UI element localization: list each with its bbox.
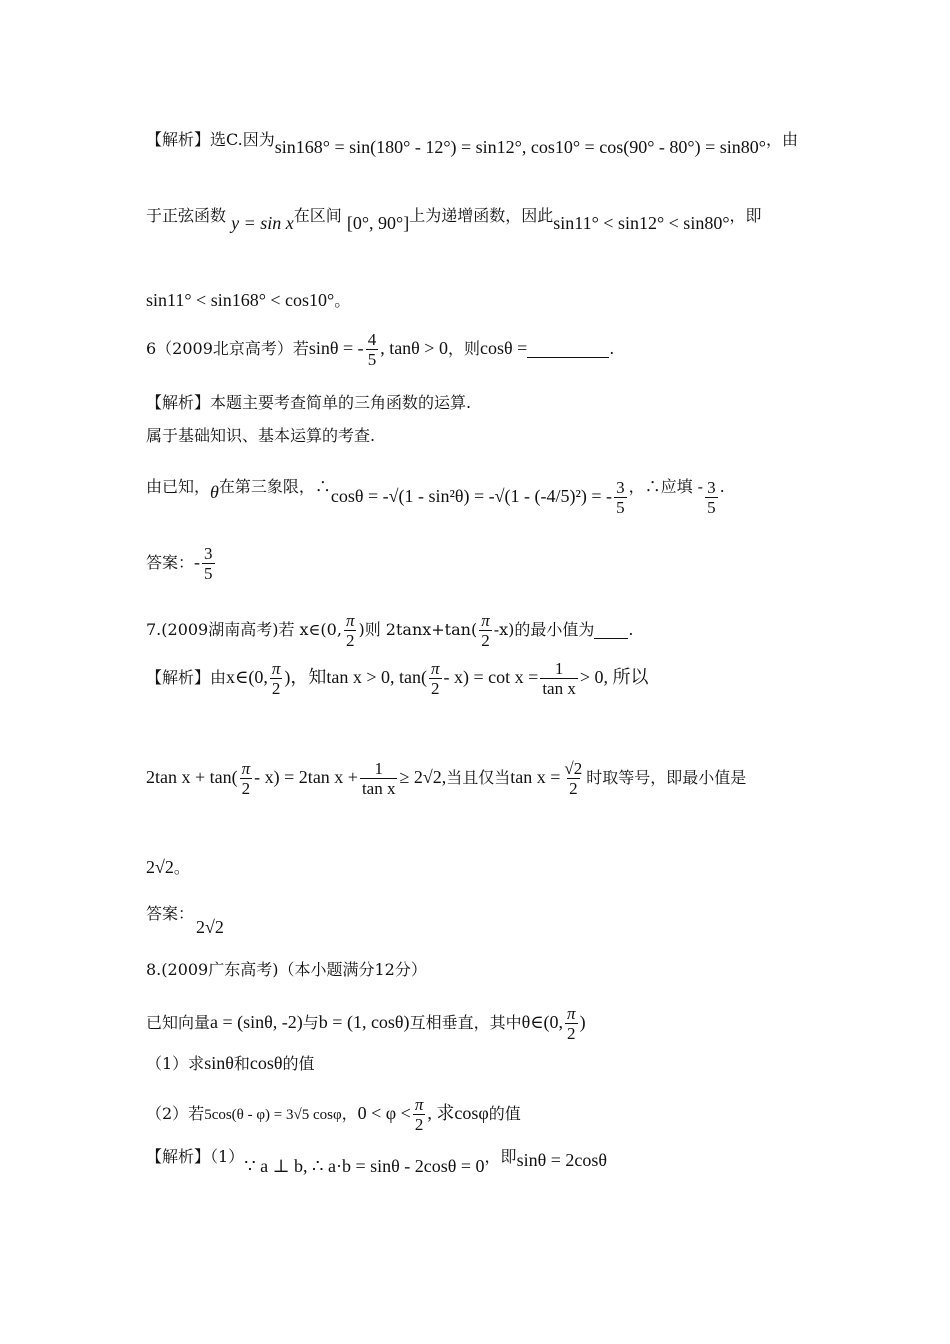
q8-range-frac — [565, 1005, 578, 1042]
s5-line3 — [146, 291, 350, 309]
q6-ans-num: 3 — [616, 478, 625, 497]
q6-derive-post: ，∴应填 - — [628, 477, 704, 496]
q6-answer-label: 答案： — [146, 553, 195, 572]
q7-mid-two: 2 — [481, 631, 490, 650]
q8-p1-and: 和 — [233, 1054, 250, 1073]
q8-p2-two: 2 — [414, 1115, 424, 1134]
q7-sol — [146, 660, 649, 697]
q7-mid2: -x)的最小值为 — [493, 620, 595, 639]
q6-answer-sign: - — [194, 552, 201, 572]
q6-cond-den: 5 — [367, 350, 377, 369]
q6-answer — [146, 545, 217, 582]
s5-line1-post: ，由 — [765, 130, 798, 149]
q6-derive-mid: 在第三象限，∴ — [218, 477, 331, 496]
q8-range-end: ) — [579, 1012, 586, 1032]
q6-sol-line2: 属于基础知识、基本运算的考查. — [146, 426, 376, 445]
q7-line2-e: tan x = — [510, 767, 561, 787]
q7-line2-frac2 — [360, 760, 398, 797]
q8-sol-pre: 【解析】（1） — [146, 1147, 245, 1166]
q8-p2 — [146, 1096, 521, 1133]
q8-given-pre: 已知向量 — [146, 1013, 211, 1032]
q8-p1 — [146, 1054, 314, 1072]
s5-line1 — [146, 130, 798, 157]
q7-mid-frac — [479, 612, 492, 649]
q8-p2-cosphi: cosφ — [454, 1103, 489, 1123]
q6-theta: θ — [210, 482, 219, 502]
q8-sol-result: sinθ = 2cosθ — [516, 1150, 607, 1170]
q8-vec-a: a = (sinθ, -2) — [210, 1012, 303, 1032]
s5-line2 — [146, 206, 762, 233]
q7-sol-b: )，知 — [284, 667, 327, 687]
q7-sol-e: > 0, 所以 — [579, 667, 649, 687]
q7-sol-frac1 — [270, 660, 283, 697]
q7-mid: )则 2tanx+tan( — [358, 620, 478, 639]
q6-cond-a: sinθ = - — [308, 338, 364, 358]
q7-head: 7.(2009湖南高考)若 x∈(0, — [146, 620, 342, 639]
q7-answer-val: 2√2 — [196, 917, 224, 937]
q8-p1-end: 的值 — [282, 1054, 315, 1073]
q7-head-frac — [344, 612, 357, 649]
s5-line2-mid2: 上为递增函数，因此 — [409, 206, 554, 225]
q7-sol-a: x∈(0, — [226, 667, 268, 687]
q8-sol-mid: ，即 — [484, 1147, 517, 1166]
q7-line2-one: 1 — [374, 759, 383, 778]
q6-fill-frac — [705, 479, 718, 516]
q8-p2-cond: 0 < φ < — [357, 1103, 411, 1123]
q6-ans-frac — [614, 479, 627, 516]
q6-fill-num: 3 — [707, 478, 716, 497]
q7-line2-a: 2tan x + tan( — [146, 767, 238, 787]
q7-line2-c: ≥ 2√2, — [399, 767, 447, 787]
q8-p1-label: （1）求 — [146, 1054, 205, 1073]
q7-line2-two: 2 — [241, 779, 251, 798]
q7-answer-blank — [594, 622, 628, 639]
q7-answer — [146, 906, 194, 922]
q6-answer-den: 5 — [204, 564, 213, 583]
q8-p2-ask: , 求 — [427, 1103, 455, 1123]
q7-sol-pi2: π — [431, 659, 440, 678]
q6-cond-b: , tanθ > 0 — [380, 338, 448, 358]
q7-sol-two1: 2 — [271, 679, 281, 698]
q7-head-two: 2 — [345, 631, 355, 650]
q7-sol-frac2 — [429, 660, 442, 697]
q7-line2-tan: tan x — [361, 779, 396, 798]
q6-ask: cosθ = — [479, 338, 528, 358]
q8-theta-range: θ∈(0, — [521, 1012, 564, 1032]
q7-line3 — [146, 858, 190, 876]
s5-line1-math: sin168° = sin(180° - 12°) = sin12°, cos10° = cos(90° - 80°) = sin80° — [274, 137, 766, 157]
q7-line2-sqrt2: √2 — [564, 759, 583, 778]
q8-head: 8.(2009广东高考)（本小题满分12分） — [146, 960, 427, 979]
s5-line2-post: ，即 — [729, 206, 762, 225]
q7-line2-pi: π — [241, 759, 251, 778]
q7-sol-pi1: π — [271, 659, 281, 678]
q6-answer-num: 3 — [204, 544, 213, 563]
q8-range-pi: π — [567, 1004, 576, 1023]
q8-range-two: 2 — [567, 1024, 576, 1043]
s5-line2-interval: [0°, 90°] — [346, 213, 410, 233]
q8-p2-pi: π — [414, 1095, 424, 1114]
q8-p2-frac — [413, 1096, 426, 1133]
q6-derive-expr: cosθ = -√(1 - sin²θ) = -√(1 - (-4/5)²) = - — [330, 486, 613, 506]
s5-line2-mid: 在区间 — [293, 206, 342, 225]
q8-p1-cos: cosθ — [249, 1053, 283, 1073]
q7-mid-pi: π — [481, 611, 490, 630]
q7-sol-one: 1 — [554, 659, 564, 678]
q7-sol-c: tan x > 0, tan( — [326, 667, 428, 687]
q6-end: . — [609, 339, 615, 358]
q6-sol-label: 【解析】本题主要考查简单的三角函数的运算. — [146, 393, 472, 412]
q6-head: 6（2009北京高考）若 — [146, 339, 309, 358]
q8-p2-label: （2）若 — [146, 1104, 205, 1123]
q8-given — [146, 1005, 586, 1042]
s5-line2-pre: 于正弦函数 — [146, 206, 227, 225]
q6-cond-frac — [366, 331, 379, 368]
q6-answer-blank — [527, 341, 609, 358]
q7-line2-frac1 — [240, 760, 253, 797]
q8-p2-mid: ， — [341, 1104, 358, 1123]
q7-line2 — [146, 760, 746, 797]
q8-p2-end: 的值 — [488, 1104, 521, 1123]
q7-sol-two2: 2 — [431, 679, 440, 698]
q8-sol — [146, 1147, 607, 1176]
q7-line3-val: 2√2 — [146, 857, 174, 877]
q7-answer-label: 答案： — [146, 904, 195, 923]
q6-answer-frac — [202, 545, 215, 582]
s5-line3-ineq: sin11° < sin168° < cos10° — [146, 290, 335, 310]
q7-line — [146, 612, 634, 649]
q8-given-mid2: 互相垂直，其中 — [409, 1013, 522, 1032]
q7-sol-d: - x) = cot x = — [443, 667, 539, 687]
q7-line2-d: 当且仅当 — [446, 768, 511, 787]
q6-line — [146, 331, 614, 368]
q7-line2-b: - x) = 2tan x + — [254, 767, 358, 787]
q6-mid: ，则 — [447, 339, 480, 358]
q8-given-mid: 与 — [302, 1013, 319, 1032]
q7-line2-two2: 2 — [569, 779, 578, 798]
q8-vec-b: b = (1, cosθ) — [318, 1012, 410, 1032]
s5-line2-func: y = sin x — [231, 213, 294, 233]
q6-cond-num: 4 — [367, 330, 377, 349]
q8-sol-expr: ∵ a ⊥ b, ∴ a·b = sinθ - 2cosθ = 0 — [244, 1156, 485, 1176]
s5-line3-post: 。 — [334, 291, 351, 310]
q6-derive-pre: 由已知， — [146, 477, 211, 496]
q7-sol-pre: 【解析】由 — [146, 668, 227, 687]
s5-line2-ineq: sin11° < sin12° < sin80° — [553, 213, 730, 233]
q7-line2-frac3 — [562, 760, 584, 797]
q6-fill-den: 5 — [707, 498, 716, 517]
q8-p2-expr: 5cos(θ - φ) = 3√5 cosφ — [204, 1107, 342, 1123]
q7-sol-frac3 — [540, 660, 578, 697]
q8-p1-sin: sinθ — [204, 1053, 234, 1073]
q6-derive: 由已知，θ在第三象限，∴cosθ = -√(1 - sin²θ) = -√(1 - (-4/5)²) = - $\frac{3}{5}$ ，∴应填 - $\frac{3}{5}$ . — [146, 477, 725, 517]
s5-line1-pre: 【解析】选C.因为 — [146, 130, 275, 149]
q6-ans-den: 5 — [616, 498, 625, 517]
q7-end: . — [628, 620, 634, 639]
q7-line2-f: 时取等号，即最小值是 — [586, 768, 747, 787]
q7-line3-post: 。 — [173, 858, 190, 877]
q7-sol-tan: tan x — [542, 679, 576, 698]
q7-head-pi: π — [345, 611, 355, 630]
